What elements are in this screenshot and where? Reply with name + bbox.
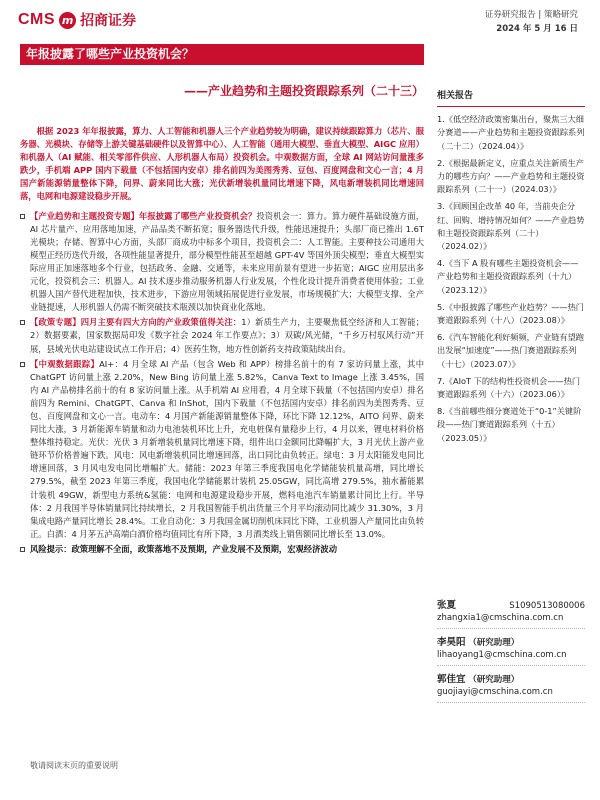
author-card xyxy=(437,637,585,666)
main-body xyxy=(20,125,424,558)
summary-paragraph: 根据 2023 年年报披露，算力、人工智能和机器人三个产业趋势较为明确，建议持续跟踪算力（芯片、服务器、光模块、存储等上游关键基础硬件以及智算中心）、人工智能（通用大模型、垂直大模型、AIGC 应用）和机器人（AI 赋能、相关零部件供应、人形机器人布局）投资机会。中观数据方面，全球 AI 网站访问量涨多跌少，手机端 APP 国内下载量（不包括国内安卓）排名前四为美图秀秀、豆包、百度网盘和文心一言；4 月国产新能源销量整体下降，问界、蔚来同比大涨；光伏新增装机量同比增速下降，风电新增装机同比增速回落，电网和电源建设稳步开展。 xyxy=(20,126,424,202)
report-date: 2024 年 5 月 16 日 xyxy=(496,24,578,34)
brand-logo xyxy=(18,8,168,32)
logo-en: CMS xyxy=(18,11,56,28)
author-name: 郭佳宜 xyxy=(437,674,466,685)
author-email[interactable]: guojiayi@cmschina.com.cn xyxy=(437,687,553,697)
related-report-item[interactable]: 2.《根据最新定义，应重点关注新质生产力的哪些方向？——产业趋势和主题投资跟踪系列（二十一）（2024.03）》 xyxy=(437,157,585,195)
related-reports-list xyxy=(437,113,585,445)
data-heading: 【中观数据跟踪】 xyxy=(30,358,100,369)
risk-paragraph xyxy=(20,543,424,556)
topic-heading: 【产业趋势和主题投资专题】年报披露了哪些产业投资机会？ xyxy=(30,210,257,221)
author-license: S1090513080006 xyxy=(509,601,585,611)
policy-text: 1）新质生产力，主要聚焦低空经济和人工智能；2）数据要素，国家数据局印发《数字社会 2024 年工作要点》；3）双碳/风光储，“千乡万村驭风行动”开展，县域光伏电站建设试点工作开启；4）医药生物，地方性创新药支持政策陆续出台。 xyxy=(30,317,424,354)
logo-cn: 招商证券 xyxy=(80,13,137,29)
author-email[interactable]: lihaoyang1@cmschina.com.cn xyxy=(437,650,567,660)
data-text: AI+：4 月全球 AI 产品（包含 Web 和 APP）榜排名前十的有 7 家访问量上涨，其中 ChatGPT 访问量上涨 2.20%，New Bing 访问量上涨 5.82%，Canva Text to Image 上涨 3.45%，国内 AI 产品榜排名前十的有 8 家访问量上涨。从手机端 AI 应用看，4 月全球下载量（不包括国内安卓）排名前四为 Remini、ChatGPT、Canva 和 InShot，国内下载量（不包括国内安卓）排名前四为美图秀秀、豆包、百度网盘和文心一言。电动车：4 月国产新能源销量整体下降，环比下降 12.12%，AITO 问界、蔚来同比大涨，3 月新能源车销量和动力电池装机环比上升，充电桩保有量稳步上行，4 月以来，锂电材料价格整体维持稳定。光伏：光伏 3 月新增装机量同比增速下降，组件出口金额同比降幅扩大，3 月光伏上游产业链环节价格普遍下跌。风电：风电新增装机同比增速回落，出口同比由负转正。绿电：3 月太阳能发电同比增速回落，3 月风电发电同比增幅扩大。储能：2023 年第三季度我国电化学储能装机量高增，同比增长 279.5%，截至 2023 年第三季度，我国电化学储能累计装机 25.05GW，同比高增 279.5%，抽水蓄能累计装机 49GW，新型电力系统&氢能：电网和电源建设稳步开展，燃料电池汽车销量累计同比上行。半导体：2 月我国半导体销量同比持续增长，2 月我国智能手机出货量三个月平均滚动同比减少 31.30%，3 月集成电路产量同比增长 28.4%。工业自动化：3 月我国金属切削机床同比下降，工业机器人产量同比由负转正。白酒：4 月茅五泸高端白酒价格均值同比有所下降，3 月酒类线上销售额同比增长至 13.0%。 xyxy=(30,358,424,539)
related-reports xyxy=(437,90,585,449)
author-role: （研究助理） xyxy=(468,638,520,648)
topic-paragraph xyxy=(20,210,424,315)
related-report-item[interactable]: 1.《低空经济政策密集出台，聚焦三大细分赛道——产业趋势和主题投资跟踪系列（二十二）（2024.04）》 xyxy=(437,114,585,151)
topic-text: 投资机会一：算力。算力硬件基础设施方面，AI 芯片量产、应用落地加速，产品品类不断拓宽；服务器迭代升级，性能迅速提升；头部厂商已推出 1.6T 光模块；存储、智算中心方面，头部厂商成功中标多个项目，投资机会二：人工智能。主要种技公司通用大模型正经历迭代升级，各项性能显著提升，部分模型性能甚至超越 GPT-4V 等国外顶尖模型；垂直大模型实际应用正加速落地多个行业，包括政务、金融、交通等，未来应用前景有望进一步拓宽；AIGC 应用层出多元化，投资机会三：机器人。AI 技术逐步推动服务机器人行业发展，个性化设计提升消费者使用体验；工业机器人国产替代进程加快，技术进步，下游应用领域拓展促进行业发展，市场规模扩大；大模型支撑、全产业链提速，人形机器人仍需不断突破技术瓶颈以加快商业化落地。 xyxy=(30,210,424,313)
data-paragraph xyxy=(20,358,424,541)
related-report-item[interactable]: 7.《AIoT 下的结构性投资机会——热门赛道跟踪系列（十六）（2023.06）》 xyxy=(437,375,581,400)
policy-paragraph xyxy=(20,316,424,355)
author-row xyxy=(437,674,585,686)
author-role: （研究助理） xyxy=(468,675,520,685)
related-report-item[interactable]: 3.《回顾国企改革 40 年，当前央企分红、回购、增持情况如何？——产业趋势和主题投资跟踪系列（二十）（2024.02）》 xyxy=(437,201,585,252)
report-header xyxy=(485,8,578,36)
related-report-item[interactable]: 5.《中报披露了哪些产业趋势？——热门赛道跟踪系列（十八）（2023.08）》 xyxy=(437,301,584,326)
risk-text: 风险提示：政策理解不全面，政策落地不及预期，产业发展不及预期，宏观经济波动 xyxy=(30,543,337,554)
footer-note: 敬请阅读末页的重要说明 xyxy=(30,761,118,770)
author-card xyxy=(437,600,585,629)
related-reports-title: 相关报告 xyxy=(437,90,585,107)
related-report-item[interactable]: 4.《当下 A 股有哪些主题投资机会——产业趋势和主题投资跟踪系列（十九）（2023.12）》 xyxy=(437,258,579,295)
author-email[interactable]: zhangxia1@cmschina.com.cn xyxy=(437,613,564,623)
logo-mark-icon: m xyxy=(59,12,76,29)
author-row xyxy=(437,600,585,612)
report-type: 证券研究报告 | 策略研究 xyxy=(484,10,578,20)
authors-section xyxy=(437,600,585,711)
report-subtitle: ——产业趋势和主题投资跟踪系列（二十三） xyxy=(183,84,424,98)
author-card xyxy=(437,674,585,703)
related-report-item[interactable]: 8.《当前哪些细分赛道处于“0-1”关键阶段——热门赛道跟踪系列（十五）（2023.05）》 xyxy=(437,406,582,443)
author-row xyxy=(437,637,585,649)
report-title: 年报披露了哪些产业投资机会？ xyxy=(20,44,424,65)
author-name: 张夏 xyxy=(437,600,457,611)
author-name: 李昊阳 xyxy=(437,637,466,648)
related-report-item[interactable]: 6.《汽车智能化利好频频，产业链有望跑出发展“加速度”——热门赛道跟踪系列（十七）（2023.07）》 xyxy=(437,332,584,369)
policy-heading: 【政策专题】四月主要有四大方向的产业政策值得关注： xyxy=(30,317,242,328)
